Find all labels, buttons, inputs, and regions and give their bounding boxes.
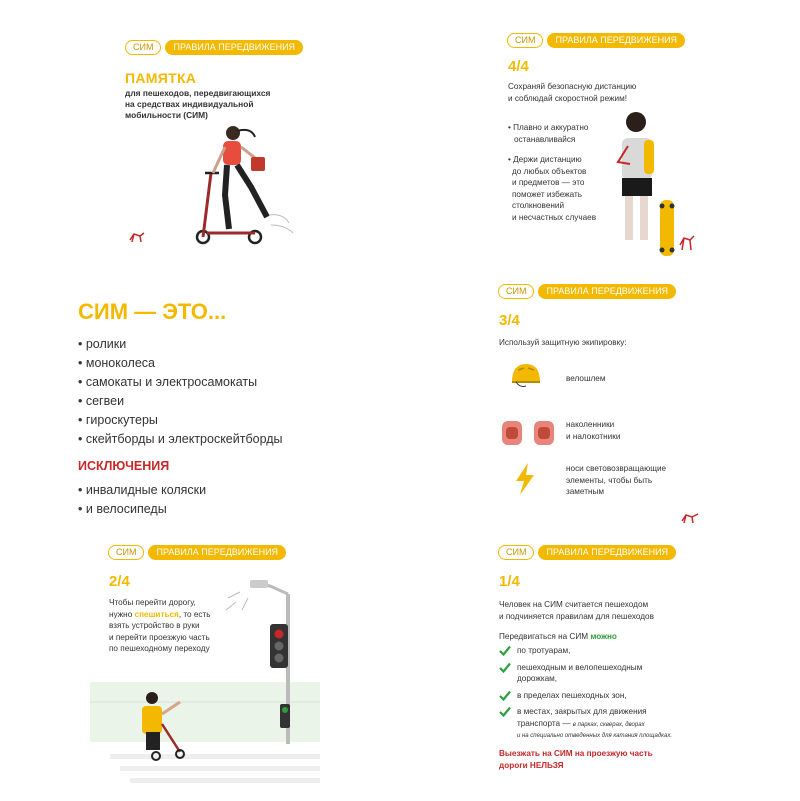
- rules-tag: ПРАВИЛА ПЕРЕДВИЖЕНИЯ: [547, 33, 685, 48]
- gear-reflective-label: носи световозвращающие элементы, чтобы быть заметным: [566, 464, 667, 496]
- list-item: пешеходным и велопешеходным дорожкам,: [499, 662, 789, 685]
- list-item: в местах, закрытых для движения транспорта — в парках, скверах, дворах и на специально отведенных для катания площадках.: [499, 706, 789, 743]
- list-item: по тротуарам,: [499, 645, 789, 657]
- rules-tag: ПРАВИЛА ПЕРЕДВИЖЕНИЯ: [538, 284, 676, 299]
- crosswalk-scene-illustration: [90, 574, 320, 794]
- card-tags: [498, 284, 676, 299]
- helmet-icon: [510, 362, 542, 388]
- list-item: • скейтборды и электроскейтборды: [78, 430, 283, 449]
- allowed-places-list: [499, 645, 789, 748]
- knee-pads-icon: [500, 417, 558, 447]
- rule-2-card: [0, 534, 400, 801]
- rule-3-card: [400, 267, 800, 534]
- sim-definition-card: [0, 267, 400, 534]
- rule-intro: Человек на СИМ считается пешеходом и подчиняется правилам для пешеходов: [499, 600, 654, 621]
- card-tags: [125, 40, 303, 55]
- list-item: в пределах пешеходных зон,: [499, 690, 789, 702]
- memo-title: ПАМЯТКА: [125, 70, 197, 86]
- rule-intro: Используй защитную экипировку:: [499, 338, 627, 347]
- sim-tag: СИМ: [108, 545, 144, 560]
- list-item: • и велосипеды: [78, 500, 206, 519]
- sim-tag: СИМ: [507, 33, 543, 48]
- sim-title: СИМ — ЭТО...: [78, 299, 227, 324]
- sim-tag: СИМ: [498, 545, 534, 560]
- card-tags: [498, 545, 676, 560]
- list-item: • инвалидные коляски: [78, 481, 206, 500]
- rule-1-card: [400, 534, 800, 801]
- card-tags: [108, 545, 286, 560]
- list-item: • гироскутеры: [78, 411, 283, 430]
- gear-pads-label: наколенники и налокотники: [566, 420, 621, 441]
- rules-tag: ПРАВИЛА ПЕРЕДВИЖЕНИЯ: [538, 545, 676, 560]
- reflective-lightning-icon: [514, 463, 536, 495]
- allowed-heading: Передвигаться на СИМ можно: [499, 632, 617, 641]
- rule-number: 2/4: [109, 573, 130, 590]
- rule-text: Чтобы перейти дорогу, нужно спешиться, то есть взять устройство в руки и перейти проезжую часть по пешеходному переходу: [109, 598, 211, 653]
- list-item: • моноколеса: [78, 354, 283, 373]
- rule-intro: Сохраняй безопасную дистанцию и соблюдай скоростной режим!: [508, 82, 637, 103]
- checkmark-icon: [499, 645, 511, 656]
- rule-number: 3/4: [499, 312, 520, 329]
- rule-4-card: [400, 0, 800, 267]
- girl-on-scooter-illustration: [185, 125, 295, 250]
- rules-tag: ПРАВИЛА ПЕРЕДВИЖЕНИЯ: [165, 40, 303, 55]
- rule-bullet-distance: • Держи дистанцию до любых объектов и предметов — это поможет избежать столкновений и несчастных случаев: [508, 155, 597, 222]
- teen-with-skateboard-illustration: [610, 110, 700, 260]
- checkmark-icon: [499, 706, 511, 717]
- prohibition-warning: Выезжать на СИМ на проезжую часть дороги НЕЛЬЗЯ: [499, 749, 653, 770]
- card-tags: [507, 33, 685, 48]
- checkmark-icon: [499, 662, 511, 673]
- small-dog-icon: [680, 511, 700, 525]
- sim-devices-list: [78, 335, 283, 449]
- rule-number: 4/4: [508, 58, 529, 75]
- small-dog-icon: [128, 230, 146, 244]
- memo-card: [0, 0, 400, 267]
- list-item: • самокаты и электросамокаты: [78, 373, 283, 392]
- checkmark-icon: [499, 690, 511, 701]
- exceptions-list: [78, 481, 206, 519]
- list-item: • ролики: [78, 335, 283, 354]
- exceptions-title: ИСКЛЮЧЕНИЯ: [78, 459, 170, 473]
- memo-subtitle: для пешеходов, передвигающихся на средствах индивидуальной мобильности (СИМ): [125, 88, 271, 120]
- gear-helmet-label: велошлем: [566, 374, 606, 383]
- sim-tag: СИМ: [125, 40, 161, 55]
- list-item: • сегвеи: [78, 392, 283, 411]
- rule-number: 1/4: [499, 573, 520, 590]
- sim-tag: СИМ: [498, 284, 534, 299]
- rule-bullet-stop: • Плавно и аккуратно останавливайся: [508, 123, 589, 144]
- rules-tag: ПРАВИЛА ПЕРЕДВИЖЕНИЯ: [148, 545, 286, 560]
